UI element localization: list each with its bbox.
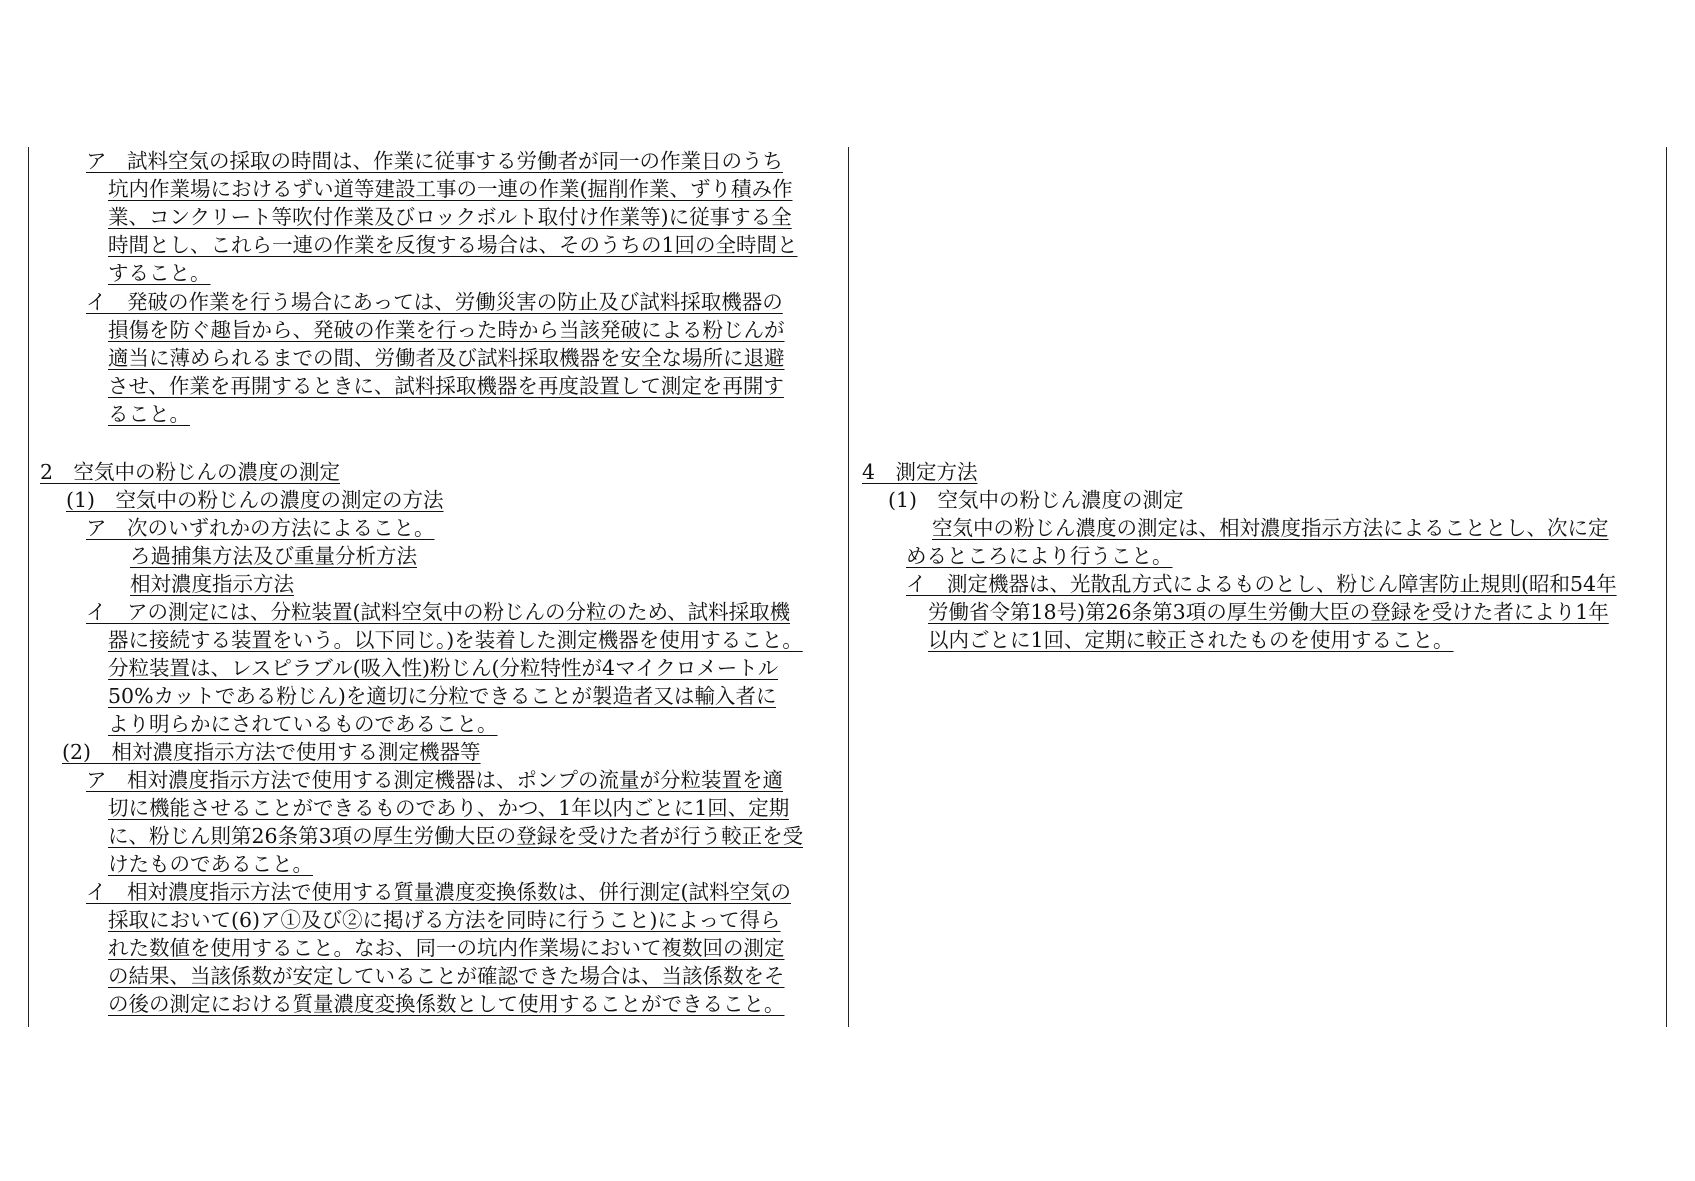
paragraph-line: ア 次のいずれかの方法によること。	[86, 516, 435, 540]
paragraph-line: 採取において(6)ア①及び②に掲げる方法を同時に行うこと)によって得ら	[108, 908, 781, 932]
paragraph-line: 以内ごとに1回、定期に較正されたものを使用すること。	[928, 628, 1454, 652]
subsection-heading: (1) 空気中の粉じん濃度の測定	[888, 488, 1184, 512]
paragraph-line: すること。	[108, 261, 211, 285]
paragraph-line: 時間とし、これら一連の作業を反復する場合は、そのうちの1回の全時間と	[108, 233, 798, 257]
paragraph-line: ア 試料空気の採取の時間は、作業に従事する労働者が同一の作業日のうち	[86, 149, 783, 173]
paragraph-line: イ アの測定には、分粒装置(試料空気中の粉じんの分粒のため、試料採取機	[86, 600, 791, 624]
paragraph-line: 適当に薄められるまでの間、労働者及び試料採取機器を安全な場所に退避	[108, 346, 785, 370]
table-border-middle	[848, 147, 849, 1027]
list-item: ろ過捕集方法及び重量分析方法	[130, 544, 417, 568]
left-column	[28, 147, 848, 1027]
paragraph-line: 50%カットである粉じん)を適切に分粒できることが製造者又は輸入者に	[108, 684, 777, 708]
paragraph-line: 空気中の粉じん濃度の測定は、相対濃度指示方法によることとし、次に定	[932, 516, 1609, 540]
paragraph-line: 労働省令第18号)第26条第3項の厚生労働大臣の登録を受けた者により1年	[928, 600, 1609, 624]
paragraph-line: の結果、当該係数が安定していることが確認できた場合は、当該係数をそ	[108, 964, 785, 988]
paragraph-line: 切に機能させることができるものであり、かつ、1年以内ごとに1回、定期	[108, 796, 790, 820]
paragraph-line: させ、作業を再開するときに、試料採取機器を再度設置して測定を再開す	[108, 374, 784, 398]
paragraph-line: イ 測定機器は、光散乱方式によるものとし、粉じん障害防止規則(昭和54年	[906, 572, 1617, 596]
paragraph-line: 坑内作業場におけるずい道等建設工事の一連の作業(掘削作業、ずり積み作	[108, 177, 793, 201]
paragraph-line: 器に接続する装置をいう。以下同じ。)を装着した測定機器を使用すること。	[108, 628, 803, 652]
paragraph-line: れた数値を使用すること。なお、同一の坑内作業場において複数回の測定	[108, 936, 785, 960]
paragraph-line: 業、コンクリート等吹付作業及びロックボルト取付け作業等)に従事する全	[108, 205, 792, 229]
subsection-heading: (2) 相対濃度指示方法で使用する測定機器等	[62, 740, 481, 764]
paragraph-line: の後の測定における質量濃度変換係数として使用することができること。	[108, 992, 785, 1016]
paragraph-line: めるところにより行うこと。	[906, 544, 1173, 568]
paragraph-line: けたものであること。	[108, 852, 313, 876]
table-border-right	[1666, 147, 1667, 1027]
paragraph-line: ア 相対濃度指示方法で使用する測定機器は、ポンプの流量が分粒装置を適	[86, 768, 783, 792]
paragraph-line: に、粉じん則第26条第3項の厚生労働大臣の登録を受けた者が行う較正を受	[108, 824, 804, 848]
paragraph-line: ること。	[108, 402, 190, 426]
paragraph-line: 損傷を防ぐ趣旨から、発破の作業を行った時から当該発破による粉じんが	[108, 318, 785, 342]
paragraph-line: イ 発破の作業を行う場合にあっては、労働災害の防止及び試料採取機器の	[86, 290, 783, 314]
list-item: 相対濃度指示方法	[130, 572, 294, 596]
paragraph-line: イ 相対濃度指示方法で使用する質量濃度変換係数は、併行測定(試料空気の	[86, 880, 791, 904]
paragraph-line: より明らかにされているものであること。	[108, 712, 498, 736]
section-heading: 4 測定方法	[862, 460, 978, 484]
section-heading: 2 空気中の粉じんの濃度の測定	[40, 460, 341, 484]
paragraph-line: 分粒装置は、レスピラブル(吸入性)粉じん(分粒特性が4マイクロメートル	[108, 656, 779, 680]
right-column	[850, 147, 1665, 1027]
subsection-heading: (1) 空気中の粉じんの濃度の測定の方法	[66, 488, 444, 512]
